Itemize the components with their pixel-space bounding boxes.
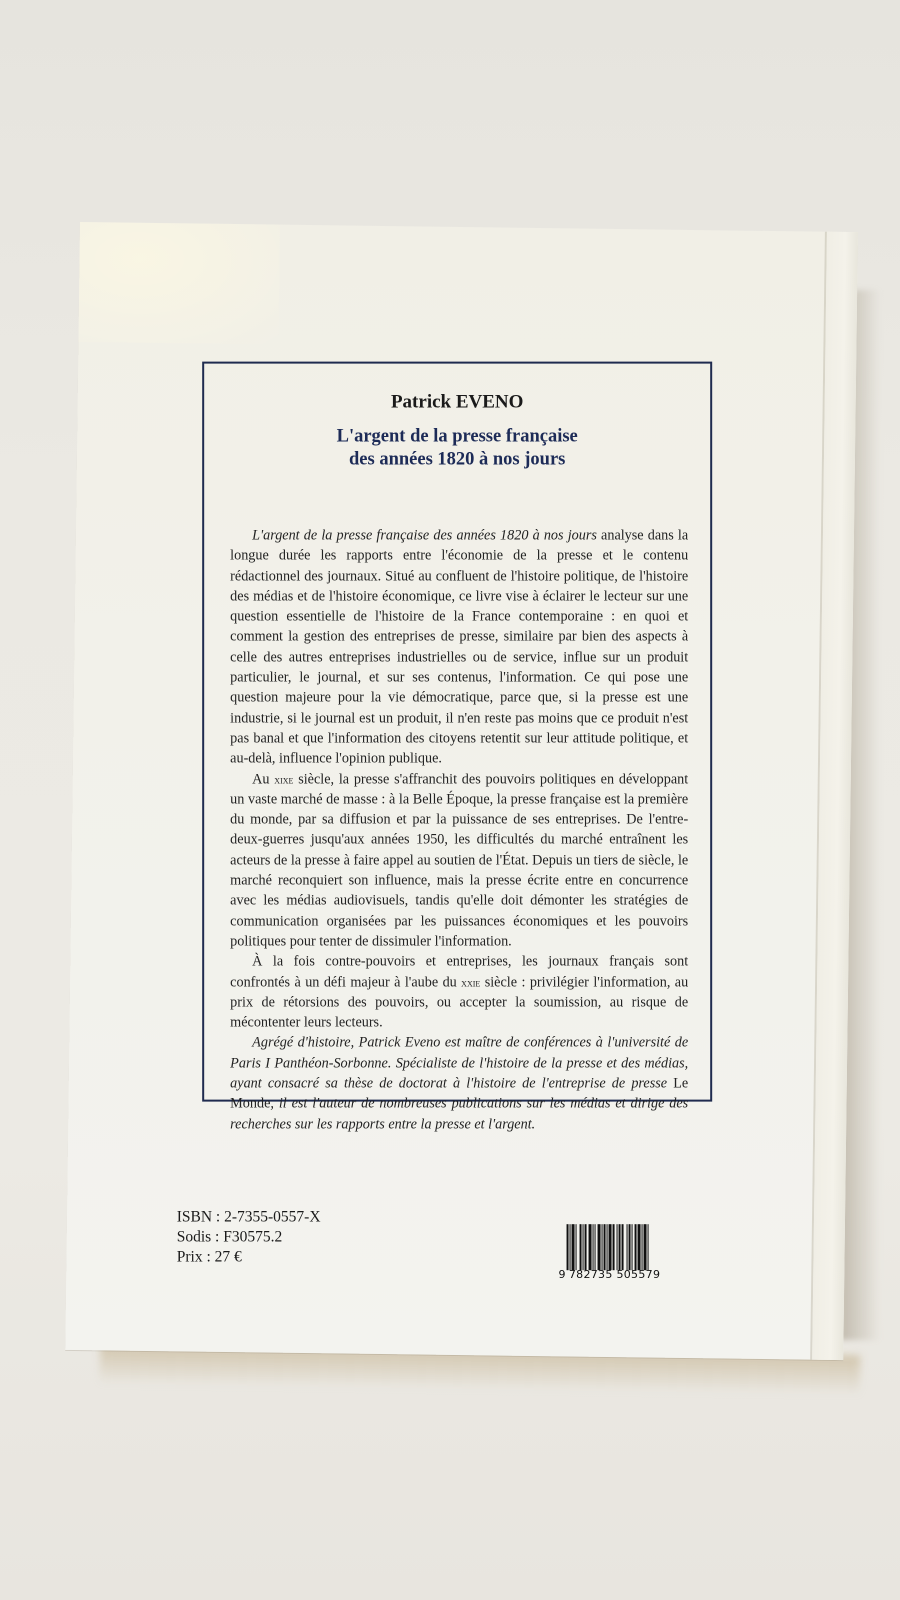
title-line-1: L'argent de la presse française bbox=[336, 426, 578, 447]
barcode-first-digit: 9 bbox=[558, 1268, 566, 1282]
paragraph-1-text: analyse dans la longue durée les rapports entre l'économie de la presse et le contenu rédactionnel des journaux. Situé au confluent de l'histoire politique, de l'histoire des médias et de l'histoire économique, ce livre vise à éclairer le lecteur sur une question essentielle de l'histoire de la France contemporaine : en quoi et comment la gestion des entreprises de presse, similaire par bien des aspects à celle des autres entreprises industrielles ou de service, influe sur un produit particulier, le journal, et sur ses contenus, l'information. Ce qui pose une question majeure pour la vie démocratique, parce que, si la presse est une industrie, si le journal est un produit, il n'en reste pas moins que ce produit n'est pas banal et que l'information des citoyens retentit sur leur attitude politique, et au-delà, influence l'opinion publique. bbox=[230, 527, 689, 767]
sodis-code: Sodis : F30575.2 bbox=[176, 1228, 283, 1246]
author-bio bbox=[230, 1033, 688, 1134]
newspaper-name: Le Monde bbox=[230, 1075, 689, 1112]
title-line-2: des années 1820 à nos jours bbox=[348, 449, 566, 470]
paragraph-3 bbox=[230, 952, 688, 1033]
paragraph-2-text: siècle, la presse s'affranchit des pouvoirs politiques en développant un vaste marché de masse : à la Belle Époque, la presse française est la première du monde, par sa diffusion et par la puissance de ses entreprises. De l'entre-deux-guerres jusqu'aux années 1950, les difficultés du marché entraînent les acteurs de la presse à faire appel au soutien de l'État. Depuis un tiers de siècle, le marché reconquiert son influence, mais la presse écrite entre en concurrence avec les médias audiovisuels, tandis qu'elle doit démonter les stratégies de communication organisées par les puissances économiques et les pouvoirs politiques pour tenter de dissimuler l'information. bbox=[230, 771, 689, 950]
book-title bbox=[204, 426, 710, 472]
barcode-bars bbox=[567, 1224, 685, 1270]
barcode-digits bbox=[559, 1268, 689, 1281]
author-name: Patrick EVENO bbox=[390, 391, 524, 413]
publication-info bbox=[177, 1207, 321, 1267]
barcode-number: 782735 505579 bbox=[568, 1268, 661, 1282]
blurb-frame bbox=[202, 362, 712, 1133]
century-21: xxie bbox=[461, 975, 481, 990]
barcode bbox=[559, 1224, 687, 1282]
glare bbox=[78, 222, 280, 345]
isbn: ISBN : 2-7355-0557-X bbox=[176, 1208, 321, 1226]
paragraph-2 bbox=[230, 769, 688, 952]
title-reference: L'argent de la presse française des années 1820 à nos jours bbox=[252, 527, 597, 544]
bio-text-2: , il est l'auteur de nombreuses publications sur les médias et dirige des recherches sur les rapports entre la presse et l'argent. bbox=[230, 1095, 689, 1133]
century-19: xixe bbox=[274, 772, 294, 787]
book-back-cover bbox=[65, 222, 858, 1360]
price: Prix : 27 € bbox=[176, 1248, 242, 1266]
blurb-text bbox=[230, 526, 688, 1135]
bio-text-1: Agrégé d'histoire, Patrick Eveno est maître de conférences à l'université de Paris I Panthéon-Sorbonne. Spécialiste de l'histoire de la presse et des médias, ayant consacré sa thèse de doctorat à l'histoire de l'entreprise de presse bbox=[230, 1035, 689, 1092]
paragraph-2-start: Au bbox=[252, 771, 275, 788]
paragraph-1 bbox=[230, 526, 688, 770]
paragraph-3-text: siècle : privilégier l'information, au prix de rétorsions des pouvoirs, ou accepter la soumission, au risque de mécontenter leurs lecteurs. bbox=[230, 974, 689, 1031]
paragraph-3-start: À la fois contre-pouvoirs et entreprises, les journaux français sont confrontés à un défi majeur à l'aube du bbox=[230, 953, 689, 991]
